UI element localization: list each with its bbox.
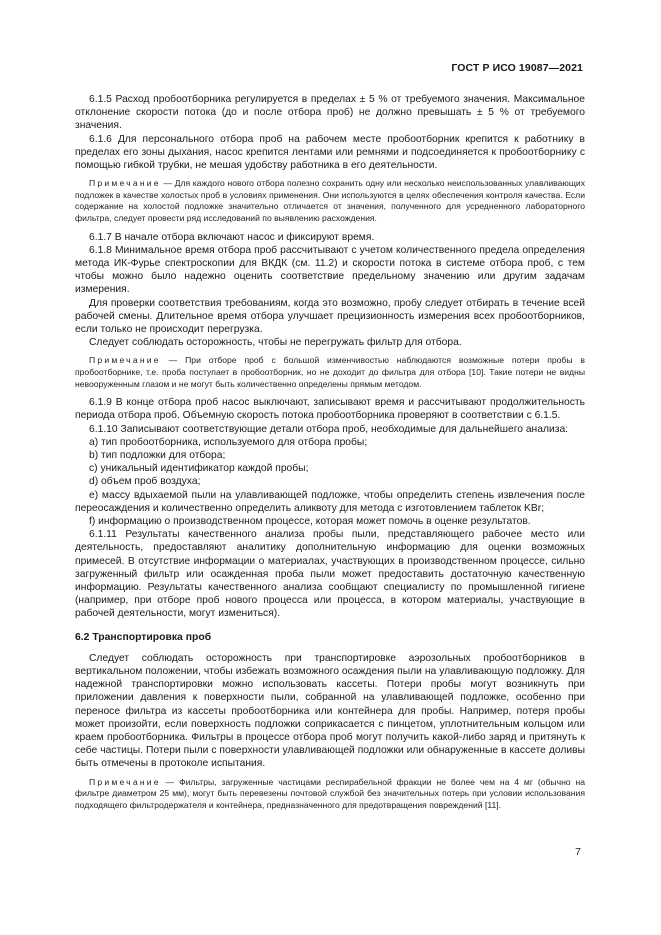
paragraph-6-1-6: 6.1.6 Для персонального отбора проб на рабочем месте пробоотборник крепится к работнику в пределах его зоны дыхания, насос крепится лентами или ремнями и подсоединяется к пробоотборнику с помощью гибкой трубки, не мешая удобству работника в его деятельности. <box>75 133 585 172</box>
list-item-a: a) тип пробоотборника, используемого для отбора пробы; <box>89 436 368 448</box>
note-label: Примечание <box>89 776 161 787</box>
paragraph-6-2: Следует соблюдать осторожность при транспортировке аэрозольных пробоотборников в вертикальном положении, чтобы избежать возможного осаждения пыли на улавливающую подложку. Для надежной транспортировки можно использовать кассеты. Потери пробы могут возникнуть при приложении давления к поверхности пыли, собранной на улавливающей подложке, особенно при переносе фильтра из кассеты пробоотборника или контейнера для пробы. Например, потеря пробы может произойти, если поверхность подложки соприкасается с пинцетом, уплотнительным кольцом или краем пробоотборника. Фильтры в процессе отбора проб могут получить какой-либо заряд и притянуть к себе частицы. Потери пыли с поверхности улавливающей подложки или обнаруженные в кассете доливы быть отмечены в протоколе испытания. <box>75 652 585 770</box>
standard-header: ГОСТ Р ИСО 19087—2021 <box>451 62 583 74</box>
document-body <box>75 93 585 817</box>
note-text: — При отборе проб с большой изменчивостью наблюдаются возможные потери пробы в пробоотборнике, т.е. проба поступает в пробоотборник, но не доходит до фильтра для отбора [10]. Такие потери не видны невооруженным глазом и не могут быть количественно определены прямым методом. <box>75 355 585 389</box>
section-title-6-2: 6.2 Транспортировка проб <box>75 631 212 643</box>
note-text: — Для каждого нового отбора полезно сохранить одну или несколько неиспользованных улавливающих подложек в качестве холостых проб в условиях применения. Они используются в целях обеспечения контроля качества. Если содержание на холостой подложке значительно отличается от значения, полученного для усредненного лабораторного фильтра, следует провести ряд исследований по выявлению расхождения. <box>75 178 585 223</box>
paragraph-6-1-8: 6.1.8 Минимальное время отбора проб рассчитывают с учетом количественного предела определения метода ИК-Фурье спектроскопии для ВКДК (см. 11.2) и скорости потока в системе отбора проб, с тем чтобы можно было надежно оценить соответствие предельному значению или другим задачам измерения. <box>75 244 585 296</box>
note-text: — Фильтры, загруженные частицами респирабельной фракции не более чем на 4 мг (обычно на фильтре диаметром 25 мм), могут быть перевезены почтовой службой без значительных потерь при условии использования подходящего фильтродержателя и контейнера, предназначенного для предотвращения повреждений [11]. <box>75 776 585 810</box>
paragraph-6-1-9: 6.1.9 В конце отбора проб насос выключают, записывают время и рассчитывают продолжительность периода отбора проб. Объемную скорость потока пробоотборника проверяют в соответствии с 6.1.5. <box>75 397 585 422</box>
paragraph-6-1-11: 6.1.11 Результаты качественного анализа пробы пыли, представляющего рабочее место или деятельность, предоставляют аналитику дополнительную информацию для оценки возможных примесей. В отсутствие информации о материалах, участвующих в производственном процессе, сильно загруженный фильтр или осажденная проба пыли может предоставить достаточную качественную информацию. Результаты качественного анализа сообщают специалисту по промышленной гигиене (например, при отборе проб нового процесса или процесса, в котором материалы, участвующие в рабочей деятельности, могут измениться). <box>75 529 585 620</box>
paragraph-6-1-8-continued: Для проверки соответствия требованиям, когда это возможно, пробу следует отбирать в течение всей рабочей смены. Длительное время отбора улучшает прецизионность измерения всех пробоотборников, если только не происходит перегрузка. <box>75 297 585 336</box>
note-label: Примечание <box>89 355 161 366</box>
note-1 <box>75 178 585 224</box>
paragraph-6-1-10: 6.1.10 Записывают соответствующие детали отбора проб, необходимые для дальнейшего анализа: <box>89 423 569 435</box>
note-label: Примечание <box>89 178 161 189</box>
note-3 <box>75 777 585 812</box>
note-2 <box>75 355 585 390</box>
list-item-c: c) уникальный идентификатор каждой пробы; <box>89 463 309 475</box>
paragraph-6-1-8-caution: Следует соблюдать осторожность, чтобы не перегружать фильтр для отбора. <box>89 337 462 349</box>
list-item-e: e) массу вдыхаемой пыли на улавливающей подложке, чтобы определить степень извлечения после переосаждения и количественно определить аликвоту для метода с изготовлением таблеток KBr; <box>75 489 585 514</box>
paragraph-6-1-5: 6.1.5 Расход пробоотборника регулируется в пределах ± 5 % от требуемого значения. Максимальное отклонение скорости потока (до и после отбора проб) не должно превышать ± 5 % от требуемого значения. <box>75 94 585 132</box>
page-number: 7 <box>575 846 581 858</box>
list-item-b: b) тип подложки для отбора; <box>89 450 226 462</box>
paragraph-6-1-7: 6.1.7 В начале отбора включают насос и фиксируют время. <box>89 231 375 243</box>
list-item-f: f) информацию о производственном процессе, которая может помочь в оценке результатов. <box>89 516 531 528</box>
list-item-d: d) объем проб воздуха; <box>89 476 201 488</box>
